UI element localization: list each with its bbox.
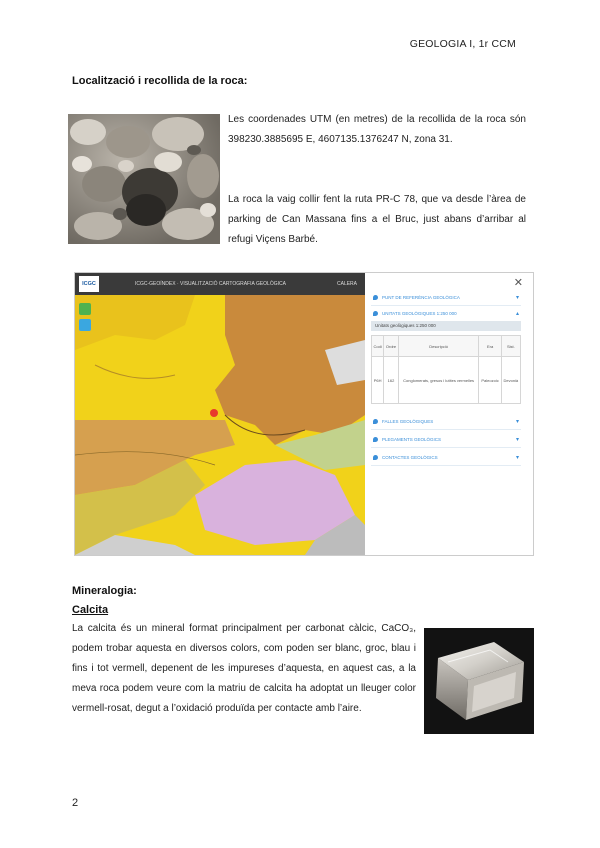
table-cell: Conglomerats, gresos i lutites vermelles	[398, 357, 479, 404]
page-number: 2	[72, 797, 79, 809]
table-cell: Paleozoic	[479, 357, 501, 404]
calcite-paragraph: La calcita és un mineral format principalment per carbonat càlcic, CaCO₃, podem trobar aquesta en diversos colors, com poden ser blanc, groc, blau i fins i tot vermell, depenent de les impureses d’aquesta, en aquest cas, a la meva roca podem veure com la matriu de calcita ha adoptat un lleuger color vermell-rosat, degut a l’oxidació produïda per contacte amb l’aire.	[72, 623, 416, 714]
map-pin-icon	[373, 437, 378, 442]
table-header: Descripció	[398, 336, 479, 357]
chevron-down-icon: ▾	[515, 455, 519, 461]
table-cell: 162	[384, 357, 398, 404]
coordinates-paragraph: Les coordenades UTM (en metres) de la recollida de la roca són 398230.3885695 E, 4607135.1376247 N, zona 31.	[228, 114, 526, 145]
map-title: ICGC-GEOÍNDEX · VISUALITZACIÓ CARTOGRAFIA GEOLÒGICA	[135, 281, 286, 287]
geological-map-canvas	[75, 295, 365, 555]
unit-info-table	[371, 335, 521, 404]
map-title-right: CALERA	[337, 281, 358, 287]
map-layer-row[interactable]: FALLES GEOLÒGIQUES ▾	[371, 415, 521, 430]
table-header: Codi	[372, 336, 384, 357]
map-pin-icon	[373, 311, 378, 316]
map-pin-icon	[373, 419, 378, 424]
table-header: Era	[479, 336, 501, 357]
chevron-down-icon: ▾	[515, 419, 519, 425]
close-icon[interactable]: ✕	[513, 277, 523, 289]
map-layer-row[interactable]: PUNT DE REFERÈNCIA GEOLÒGICA ▾	[371, 291, 521, 306]
calcite-crystal-photo	[424, 628, 534, 734]
map-layer-row[interactable]: PLEGAMENTS GEOLÒGICS ▾	[371, 433, 521, 448]
mineralogy-section-title: Mineralogia:	[72, 585, 137, 597]
map-title-bar	[75, 273, 365, 295]
table-cell: P6H	[372, 357, 384, 404]
map-pin-icon	[373, 455, 378, 460]
geological-map-screenshot	[74, 272, 534, 556]
map-pin-icon	[373, 295, 378, 300]
chevron-up-icon: ▴	[515, 311, 519, 317]
chevron-down-icon: ▾	[515, 295, 519, 301]
map-layer-row[interactable]: CONTACTES GEOLÒGICS ▾	[371, 451, 521, 466]
chevron-down-icon: ▾	[515, 437, 519, 443]
layer-subtitle: Unitats geològiques 1:250 000	[371, 321, 521, 331]
table-header: Sist.	[501, 336, 520, 357]
table-cell: Devonià	[501, 357, 520, 404]
calcite-subtitle: Calcita	[72, 604, 109, 616]
location-section-title: Localització i recollida de la roca:	[72, 75, 248, 87]
map-layer-row[interactable]: UNITATS GEOLÒGIQUES 1:250 000 ▴	[371, 307, 521, 322]
icgc-logo: ICGC	[79, 276, 99, 292]
map-info-panel	[369, 273, 533, 555]
table-header: Ordre	[384, 336, 398, 357]
rock-sample-photo	[68, 114, 220, 244]
route-paragraph: La roca la vaig collir fent la ruta PR-C 78, que va desde l’àrea de parking de Can Massana fins a el Bruc, just abans d’arribar al refugi Viçens Barbé.	[228, 194, 526, 245]
document-header: GEOLOGIA I, 1r CCM	[409, 38, 516, 50]
